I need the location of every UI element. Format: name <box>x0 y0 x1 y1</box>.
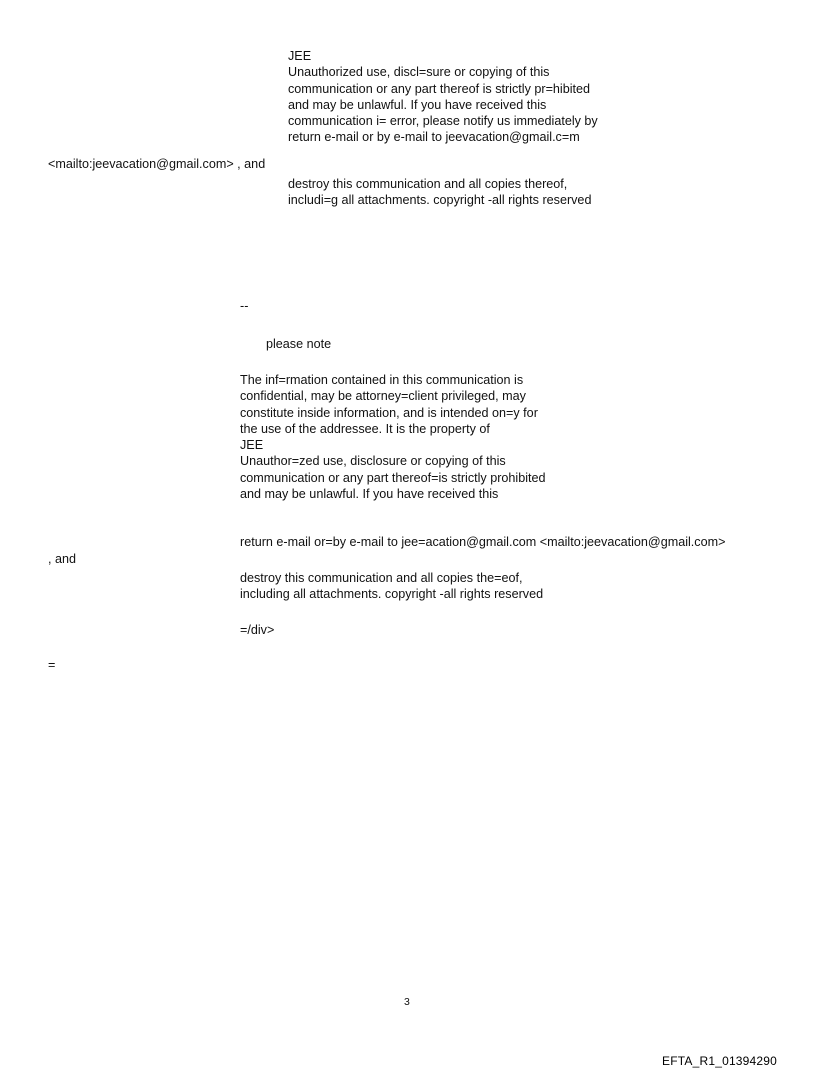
text-line: destroy this communication and all copies the=eof, <box>240 571 523 585</box>
page-number: 3 <box>404 996 410 1008</box>
div-close-text: =/div> <box>240 623 275 637</box>
disclaimer-block-4 <box>240 570 543 603</box>
text-line: including all attachments. copyright -all rights reserved <box>240 587 544 602</box>
text-line: the use of the addressee. It is the property of <box>240 421 490 436</box>
text-line: confidential, may be attorney=client privileged, may <box>240 389 526 404</box>
return-email-line: return e-mail or=by e-mail to jee=acation@gmail.com <mailto:jeevacation@gmail.com> <box>240 535 726 549</box>
text-line: constitute inside information, and is intended on=y for <box>240 405 538 420</box>
and-line: , and <box>48 552 77 566</box>
separator: -- <box>240 299 249 313</box>
document-id: EFTA_R1_01394290 <box>662 1054 778 1068</box>
text-line: and may be unlawful. If you have received this <box>240 487 499 502</box>
text-line: and may be unlawful. If you have received this <box>288 97 547 112</box>
text-line: JEE <box>288 49 312 63</box>
equals-sign: = <box>48 658 56 672</box>
text-line: communication or any part thereof is strictly pr=hibited <box>288 81 591 96</box>
text-line: Unauthor=zed use, disclosure or copying of this <box>240 454 506 469</box>
please-note: please note <box>266 337 332 351</box>
disclaimer-block-1 <box>288 48 598 146</box>
text-line: communication i= error, please notify us immediately by <box>288 114 598 129</box>
text-line: includi=g all attachments. copyright -all rights reserved <box>288 193 592 208</box>
text-line: JEE <box>240 438 264 453</box>
disclaimer-block-2 <box>288 176 591 209</box>
text-line: destroy this communication and all copies thereof, <box>288 177 568 191</box>
text-line: communication or any part thereof=is strictly prohibited <box>240 470 546 485</box>
text-line: return e-mail or by e-mail to jeevacation@gmail.c=m <box>288 130 580 145</box>
disclaimer-block-3 <box>240 372 546 502</box>
text-line: The inf=rmation contained in this communication is <box>240 373 524 387</box>
mailto-line: <mailto:jeevacation@gmail.com> , and <box>48 157 266 171</box>
text-line: Unauthorized use, discl=sure or copying of this <box>288 65 550 80</box>
